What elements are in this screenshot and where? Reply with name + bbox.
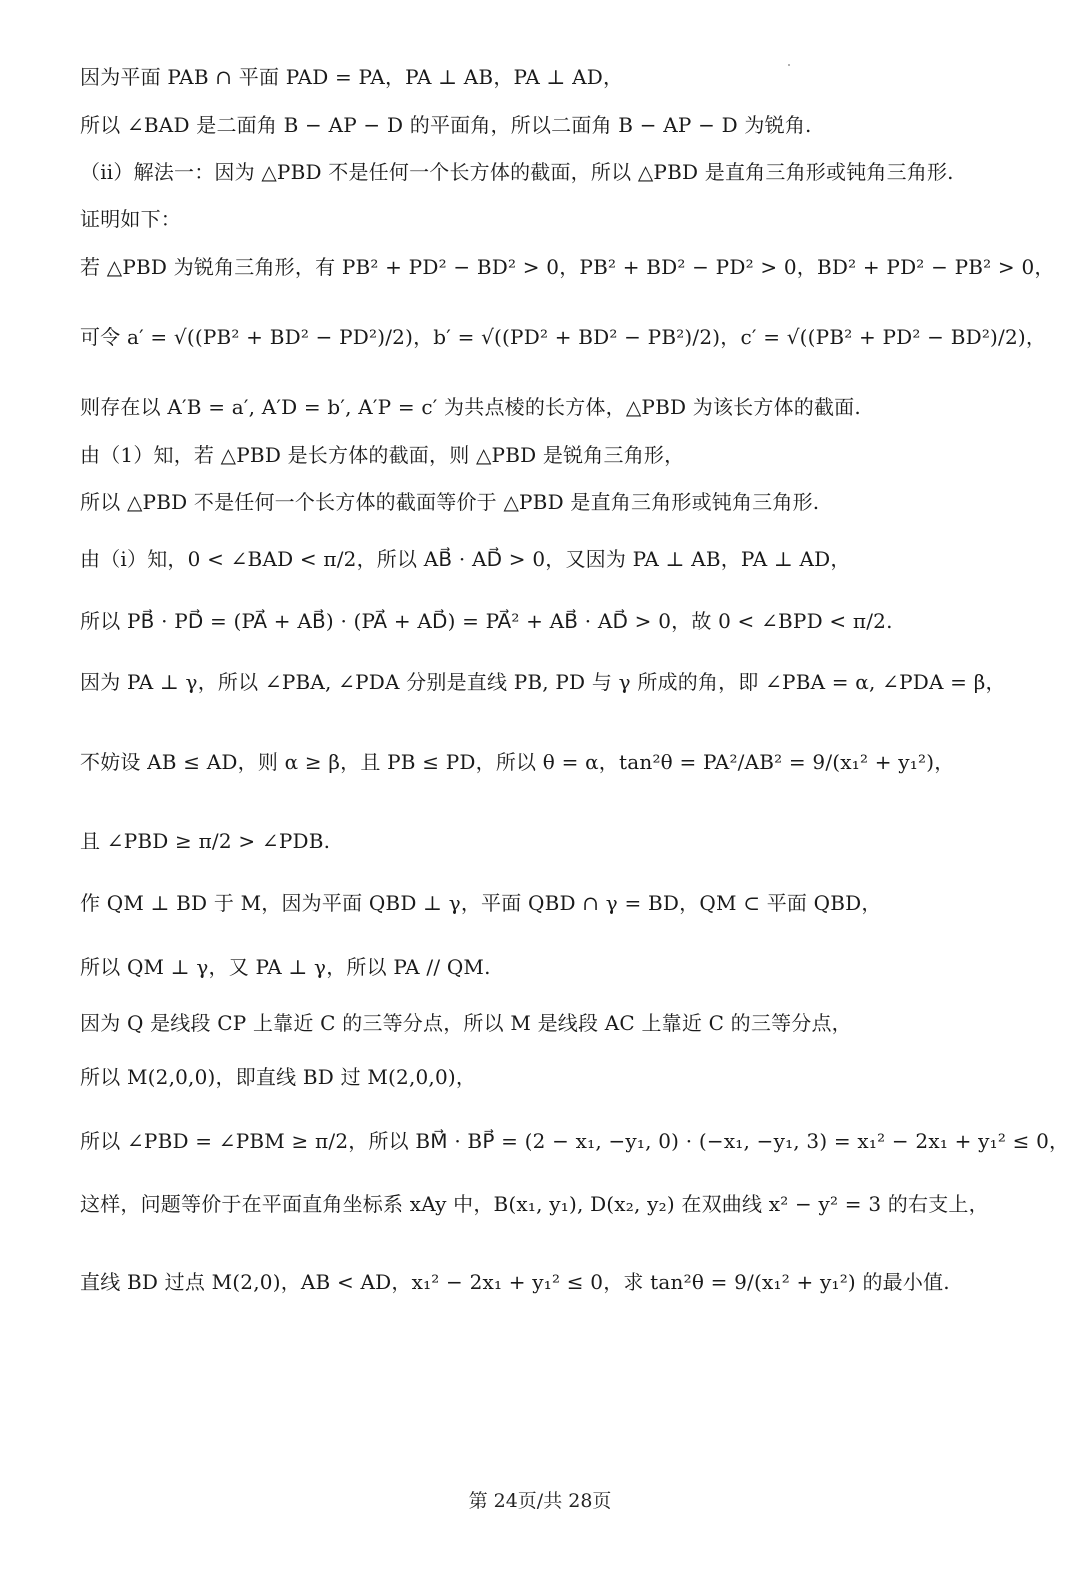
- text-line-19: 所以 ∠PBD = ∠PBM ≥ π/2，所以 BM⃗ · BP⃗ = (2 − x₁, −y₁, 0) · (−x₁, −y₁, 3) = x₁² − 2x₁ + y₁² ≤ 0，: [80, 1129, 1070, 1153]
- text-line-18: 所以 M(2,0,0)，即直线 BD 过 M(2,0,0)，: [80, 1065, 477, 1089]
- text-line-13: 不妨设 AB ≤ AD，则 α ≥ β，且 PB ≤ PD，所以 θ = α，tan²θ = PA²/AB² = 9/(x₁² + y₁²)，: [80, 750, 955, 774]
- text-line-8: 由（1）知，若 △PBD 是长方体的截面，则 △PBD 是锐角三角形，: [80, 443, 685, 467]
- text-line-11: 所以 PB⃗ · PD⃗ = (PA⃗ + AB⃗) · (PA⃗ + AD⃗) = PA⃗² + AB⃗ · AD⃗ > 0，故 0 < ∠BPD < π/2.: [80, 609, 893, 633]
- text-line-4: 证明如下：: [80, 207, 181, 231]
- text-line-9: 所以 △PBD 不是任何一个长方体的截面等价于 △PBD 是直角三角形或钝角三角形.: [80, 490, 820, 514]
- text-line-3: （ii）解法一：因为 △PBD 不是任何一个长方体的截面，所以 △PBD 是直角三角形或钝角三角形.: [80, 160, 954, 184]
- text-line-20: 这样，问题等价于在平面直角坐标系 xAy 中，B(x₁, y₁), D(x₂, y₂) 在双曲线 x² − y² = 3 的右支上，: [80, 1192, 989, 1216]
- text-line-16: 所以 QM ⊥ γ，又 PA ⊥ γ，所以 PA // QM.: [80, 955, 491, 979]
- text-line-1: 因为平面 PAB ∩ 平面 PAD = PA，PA ⊥ AB，PA ⊥ AD，: [80, 65, 624, 89]
- text-line-14: 且 ∠PBD ≥ π/2 > ∠PDB.: [80, 829, 331, 853]
- text-line-6: 可令 a′ = √((PB² + BD² − PD²)/2)，b′ = √((PD² + BD² − PB²)/2)，c′ = √((PB² + PD² − BD²)/2)，: [80, 325, 1047, 349]
- text-line-12: 因为 PA ⊥ γ，所以 ∠PBA, ∠PDA 分别是直线 PB, PD 与 γ 所成的角，即 ∠PBA = α, ∠PDA = β，: [80, 670, 1006, 694]
- text-line-2: 所以 ∠BAD 是二面角 B − AP − D 的平面角，所以二面角 B − AP − D 为锐角.: [80, 113, 812, 137]
- text-line-17: 因为 Q 是线段 CP 上靠近 C 的三等分点，所以 M 是线段 AC 上靠近 C 的三等分点，: [80, 1011, 852, 1035]
- text-line-21: 直线 BD 过点 M(2,0)，AB < AD，x₁² − 2x₁ + y₁² ≤ 0，求 tan²θ = 9/(x₁² + y₁²) 的最小值.: [80, 1270, 950, 1294]
- page-footer: 第 24页/共 28页: [468, 1490, 612, 1512]
- text-line-5: 若 △PBD 为锐角三角形，有 PB² + PD² − BD² > 0，PB² + BD² − PD² > 0，BD² + PD² − PB² > 0，: [80, 255, 1055, 279]
- text-line-7: 则存在以 A′B = a′, A′D = b′, A′P = c′ 为共点棱的长方体，△PBD 为该长方体的截面.: [80, 395, 861, 419]
- text-line-10: 由（i）知，0 < ∠BAD < π/2，所以 AB⃗ · AD⃗ > 0，又因为 PA ⊥ AB，PA ⊥ AD，: [80, 547, 851, 571]
- text-line-15: 作 QM ⊥ BD 于 M，因为平面 QBD ⊥ γ，平面 QBD ∩ γ = BD，QM ⊂ 平面 QBD，: [80, 891, 882, 915]
